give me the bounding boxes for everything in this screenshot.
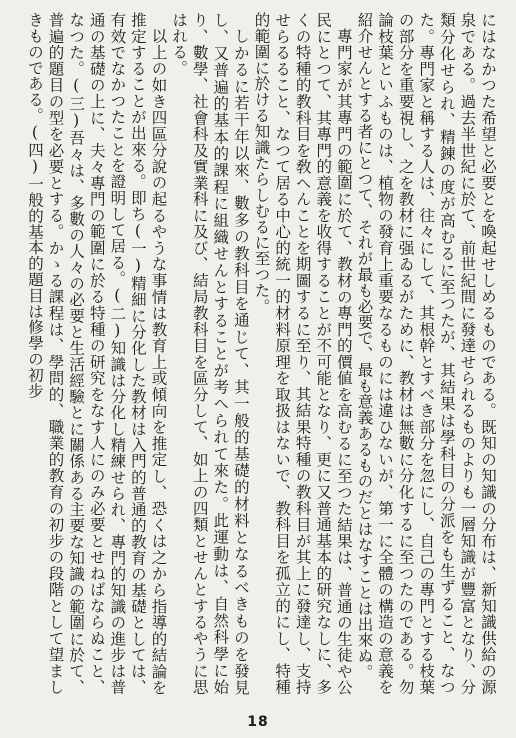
page-number: 18: [247, 714, 269, 730]
paragraph-3: しかるに若干年以來、數多の教科目を通じて、其一般的基礎的材料となるべきものを發見し、又普遍的基本的課程に組織せんとすることが考へられて來た。此運動は、自然科學に始り、數學、社會科及實業科に及び、結局教科目を區分して、如上の四類とせんとするやうに思はれる。: [170, 12, 250, 695]
paragraph-1: にはなかつた希望と必要とを喚起せしめるものである。既知の知識の分布は、新知識供給の源泉である。過去半世紀に於て、前世紀間に發達せられるものよりも一層知識が豐富となり、分類分化せられ、精錬の度が高むるに至つたが、其結果は學科目の分派をも生ずること、なつた。專門家と稱する人は、往々にして、其根幹とすべき部分を忽にし、自己の專門とする枝葉の部分を重要視し、之を教材に强ゐるがために、教材は無數に分化するに至つたのである。勿論枝葉といふものは、植物の發育上重要なるものには違ひないが、第一に全體の構造の意義を紹介せんとする者にとつて、それが最も必要で、最も意義あるものだとはなすことは出來ぬ。: [355, 12, 497, 695]
body-text: [14, 12, 498, 695]
paragraph-4: 以上の如き四區分說の起るやうな事情は教育上或傾向を推定し、恐くは之から指導的結論を推定することが出來る。即ち(一)精細に分化した教材は入門的普通的教育の基礎としては、有效でなかつたことを證明して居る。(二)知識は分化し精練せられ、專門的知識の進步は普通の基礎の上に、夫々專門の範圍に於る特種の研究をなす人にのみ必要とせねばならぬこと、なつた。(三)吾々は、多數の人々の必要と生活經驗とに關係ある主要な知識の範圍に於て、普遍的題目の型を必要とする。かゝる課程は、學問的、職業的教育の初步の段階として望ましきものである。(四)一般的基本的題目は修學の初步: [25, 12, 168, 695]
paragraph-2: 專門家が其專門の範圍に於て、教材の專門的價値を高むるに至つた結果は、普通の生徒や公民にとつて、其專門的意義を收得することが不可能となり、更に又普通基本的研究なしに、多くの特種的教科目を敎へんことを期圖するに至り、其結果特種の教科目が其上に發達し、支持せらるること、なつて居る中心的統一的材料原理を取扱はないで、教科目を孤立的にし、特種的範圍に於ける知識たらしむるに至つた。: [252, 12, 353, 695]
